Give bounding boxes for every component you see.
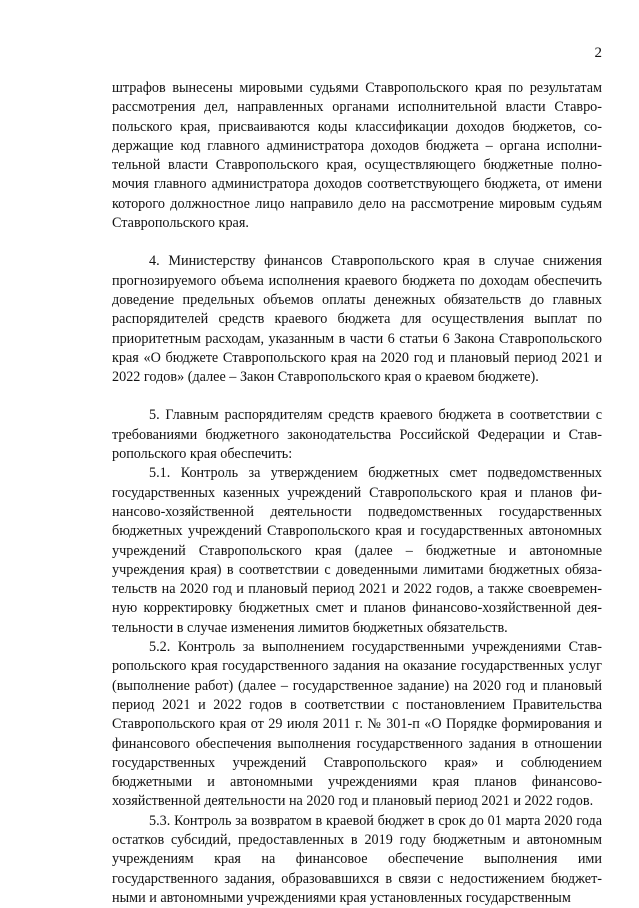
paragraph-item-5-1: 5.1. Контроль за утверждением бюджетных смет подведомственных государственных казенных учреждений Ставропольского края и планов финансово-хозяйственной деятельности подведомственных государственных бюджетных учреждений Ставропольского края и государственных автономных учреждений Ставропольского края (далее – бюджетные и автономные учреждения края) в соответствии с доведенными лимитами бюджетных обязательств на 2020 год и плановый период 2021 и 2022 годов, а также своевременную корректировку бюджетных смет и планов финансово-хозяйственной деятельности в случае изменения лимитов бюджетных обязательств. [112,465,602,636]
document-body [112,79,602,908]
paragraph-item-5: 5. Главным распорядителям средств краевого бюджета в соответствии с требованиями бюджетного законодательства Российской Федерации и Ставропольского края обеспечить: [112,407,602,463]
page-number: 2 [594,45,602,61]
paragraph-gap [112,233,602,252]
paragraph-item-5-2: 5.2. Контроль за выполнением государственными учреждениями Ставропольского края государственного задания на оказание государственных услуг (выполнение работ) (далее – государственное задание) на 2020 год и плановый период 2021 и 2022 годов в соответствии с постановлением Правительства Ставропольского края от 29 июля 2011 г. № 301-п «О Порядке формирования и финансового обеспечения выполнения государственного задания в отношении государственных учреждений Ставропольского края» и соблюдением бюджетными и автономными учреждениями края планов финансовохозяйственной деятельности на 2020 год и плановый период 2021 и 2022 годов. [112,639,602,810]
paragraph-gap [112,387,602,406]
paragraph-fines-continuation: штрафов вынесены мировыми судьями Ставропольского края по результатам рассмотрения дел, направленных органами исполнительной власти Ставропольского края, присваиваются коды классификации доходов бюджетов, содержащие код главного администратора доходов бюджета – органа исполнительной власти Ставропольского края, осуществляющего бюджетные полномочия главного администратора доходов соответствующего бюджета, от имени которого должностное лицо направило дело на рассмотрение мировым судьям Ставропольского края. [112,80,602,232]
paragraph-item-5-3: 5.3. Контроль за возвратом в краевой бюджет в срок до 01 марта 2020 года остатков субсидий, предоставленных в 2019 году бюджетным и автономным учреждениям края на финансовое обеспечение выполнения ими государственного задания, образовавшихся в связи с недостижением бюджетными и автономными учреждениями края установленных государственным [112,812,602,906]
paragraph-item-4: 4. Министерству финансов Ставропольского края в случае снижения прогнозируемого объема исполнения краевого бюджета по доходам обеспечить доведение предельных объемов оплаты денежных обязательств до главных распорядителей средств краевого бюджета для осуществления выплат по приоритетным расходам, указанным в части 6 статьи 6 Закона Ставропольского края «О бюджете Ставропольского края на 2020 год и плановый период 2021 и 2022 годов» (далее – Закон Ставропольского края о краевом бюджете). [112,253,602,386]
